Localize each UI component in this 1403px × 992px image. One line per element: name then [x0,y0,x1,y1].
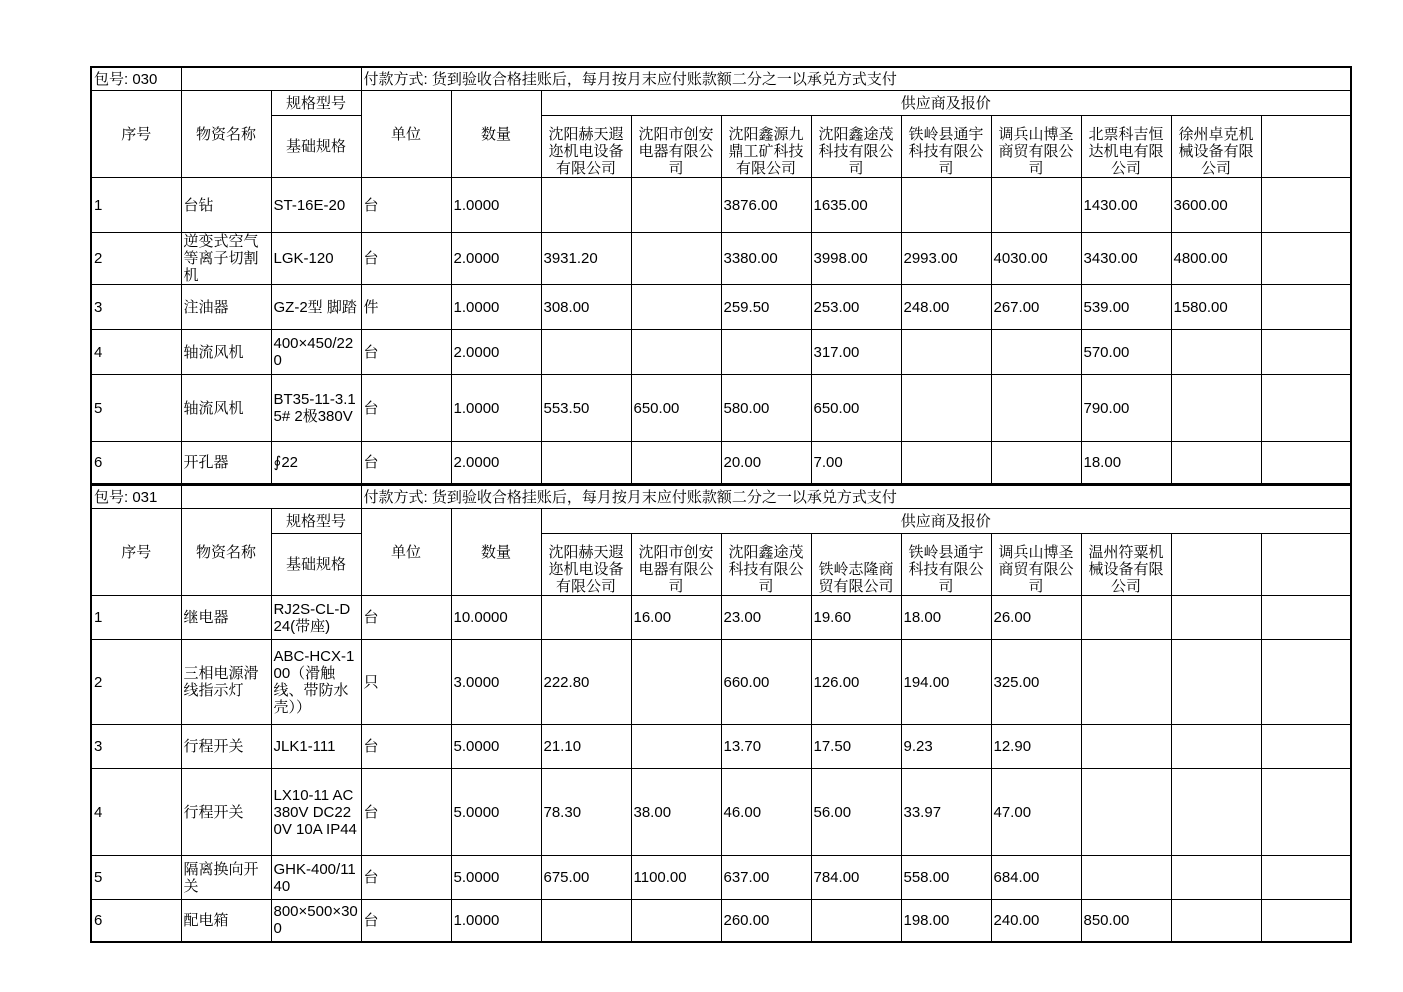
price-cell [1261,442,1351,484]
price-cell: 253.00 [811,285,901,330]
item-qty: 5.0000 [451,856,541,900]
package-number: 031 [132,488,158,506]
price-cell: 9.23 [901,725,991,769]
header-spec-top: 规格型号 [271,91,361,116]
price-cell [1081,769,1171,856]
price-cell: 26.00 [991,596,1081,640]
price-cell [1081,596,1171,640]
item-unit: 台 [361,596,451,640]
item-spec: RJ2S-CL-D24(带座) [271,596,361,640]
header-seq: 序号 [91,509,181,596]
price-cell: 7.00 [811,442,901,484]
item-spec: JLK1-111 [271,725,361,769]
item-unit: 台 [361,769,451,856]
payment-terms: 付款方式: 货到验收合格挂账后，每月按月末应付账款额二分之一以承兑方式支付 [361,485,1351,509]
table-row [91,285,1351,330]
supplier-header-row [91,116,1351,178]
supplier-name: 调兵山博圣商贸有限公司 [991,534,1081,596]
item-name: 开孔器 [181,442,271,484]
item-spec: 800×500×300 [271,900,361,942]
item-unit: 只 [361,640,451,725]
supplier-name: 温州符粟机械设备有限公司 [1081,534,1171,596]
price-cell: 46.00 [721,769,811,856]
package-label: 包号: [94,70,129,88]
supplier-name: 沈阳赫天遐迩机电设备有限公司 [541,534,631,596]
price-cell [721,330,811,375]
item-spec: LGK-120 [271,233,361,285]
table-row [91,375,1351,442]
price-cell [631,900,721,942]
price-cell [991,375,1081,442]
price-cell [631,725,721,769]
price-cell: 850.00 [1081,900,1171,942]
item-qty: 5.0000 [451,769,541,856]
price-cell [1261,725,1351,769]
price-cell: 47.00 [991,769,1081,856]
supplier-name: 沈阳鑫途茂科技有限公司 [721,534,811,596]
price-cell: 308.00 [541,285,631,330]
price-cell [991,442,1081,484]
price-cell: 126.00 [811,640,901,725]
price-cell [1261,375,1351,442]
header-spec-bottom: 基础规格 [271,116,361,178]
price-cell [541,330,631,375]
item-name: 逆变式空气等离子切割机 [181,233,271,285]
header-spec-bottom: 基础规格 [271,534,361,596]
package-row [91,67,1351,91]
price-cell: 637.00 [721,856,811,900]
item-spec: LX10-11 AC380V DC220V 10A IP44 [271,769,361,856]
row-seq: 4 [91,769,181,856]
price-cell [1171,596,1261,640]
price-cell: 38.00 [631,769,721,856]
supplier-name: 沈阳市创安电器有限公司 [631,534,721,596]
supplier-name: 铁岭县通宇科技有限公司 [901,116,991,178]
item-name: 隔离换向开关 [181,856,271,900]
row-seq: 6 [91,442,181,484]
price-cell: 558.00 [901,856,991,900]
header-suppliers: 供应商及报价 [541,509,1351,534]
price-cell: 1635.00 [811,178,901,233]
row-seq: 5 [91,856,181,900]
price-cell: 1580.00 [1171,285,1261,330]
price-cell: 260.00 [721,900,811,942]
item-name: 注油器 [181,285,271,330]
price-cell: 3931.20 [541,233,631,285]
item-unit: 台 [361,178,451,233]
item-name: 行程开关 [181,769,271,856]
row-seq: 3 [91,285,181,330]
price-cell [541,900,631,942]
table-row [91,596,1351,640]
item-unit: 台 [361,375,451,442]
price-cell: 16.00 [631,596,721,640]
item-unit: 台 [361,233,451,285]
item-name: 配电箱 [181,900,271,942]
price-cell: 23.00 [721,596,811,640]
price-cell [1261,330,1351,375]
price-cell [1261,769,1351,856]
item-unit: 台 [361,856,451,900]
item-name: 三相电源滑线指示灯 [181,640,271,725]
price-cell [1261,233,1351,285]
row-seq: 4 [91,330,181,375]
header-qty: 数量 [451,91,541,178]
package-label: 包号: [94,488,129,506]
item-name: 轴流风机 [181,330,271,375]
item-unit: 台 [361,442,451,484]
price-cell: 13.70 [721,725,811,769]
supplier-header-row [91,534,1351,596]
price-cell: 684.00 [991,856,1081,900]
price-cell [631,640,721,725]
row-seq: 2 [91,640,181,725]
header-qty: 数量 [451,509,541,596]
payment-terms: 付款方式: 货到验收合格挂账后，每月按月末应付账款额二分之一以承兑方式支付 [361,67,1351,91]
price-cell: 784.00 [811,856,901,900]
price-cell: 675.00 [541,856,631,900]
row-seq: 2 [91,233,181,285]
row-seq: 1 [91,596,181,640]
supplier-name [1261,116,1351,178]
item-qty: 2.0000 [451,442,541,484]
price-cell: 660.00 [721,640,811,725]
item-qty: 3.0000 [451,640,541,725]
header-seq: 序号 [91,91,181,178]
price-cell [1171,640,1261,725]
package-number-cell [91,485,181,509]
price-cell: 3600.00 [1171,178,1261,233]
item-spec: ∮22 [271,442,361,484]
price-cell: 18.00 [1081,442,1171,484]
package-blocks [90,66,1350,943]
package-table [90,484,1352,943]
price-cell: 4800.00 [1171,233,1261,285]
price-cell: 580.00 [721,375,811,442]
item-spec: ST-16E-20 [271,178,361,233]
price-cell [631,285,721,330]
price-cell: 21.10 [541,725,631,769]
item-qty: 10.0000 [451,596,541,640]
package-number-cell [91,67,181,91]
price-cell [901,330,991,375]
price-cell [1261,596,1351,640]
price-cell: 325.00 [991,640,1081,725]
price-cell [541,178,631,233]
price-cell: 790.00 [1081,375,1171,442]
supplier-name: 徐州卓克机械设备有限公司 [1171,116,1261,178]
price-cell: 248.00 [901,285,991,330]
package-table [90,66,1352,484]
supplier-name: 北票科吉恒达机电有限公司 [1081,116,1171,178]
supplier-name: 铁岭县通宇科技有限公司 [901,534,991,596]
supplier-name: 沈阳市创安电器有限公司 [631,116,721,178]
price-cell: 3876.00 [721,178,811,233]
table-row [91,769,1351,856]
price-cell: 267.00 [991,285,1081,330]
row-seq: 1 [91,178,181,233]
price-cell [1261,178,1351,233]
header-suppliers: 供应商及报价 [541,91,1351,116]
header-unit: 单位 [361,509,451,596]
supplier-name: 沈阳赫天遐迩机电设备有限公司 [541,116,631,178]
item-qty: 2.0000 [451,233,541,285]
price-cell [541,442,631,484]
price-cell [901,442,991,484]
item-name: 轴流风机 [181,375,271,442]
item-spec: 400×450/220 [271,330,361,375]
price-cell: 553.50 [541,375,631,442]
price-cell [991,330,1081,375]
price-cell: 317.00 [811,330,901,375]
table-row [91,330,1351,375]
price-cell: 12.90 [991,725,1081,769]
price-cell: 4030.00 [991,233,1081,285]
price-cell: 19.60 [811,596,901,640]
price-cell [991,178,1081,233]
price-cell [1081,856,1171,900]
item-qty: 1.0000 [451,285,541,330]
price-cell: 539.00 [1081,285,1171,330]
price-cell [1171,330,1261,375]
price-cell [631,178,721,233]
table-row [91,233,1351,285]
quotation-sheet [90,66,1350,943]
item-unit: 台 [361,900,451,942]
price-cell [1081,725,1171,769]
price-cell [811,900,901,942]
package-row [91,485,1351,509]
item-spec: GZ-2型 脚踏 [271,285,361,330]
supplier-name [1261,534,1351,596]
price-cell [631,233,721,285]
price-cell [1171,442,1261,484]
price-cell: 240.00 [991,900,1081,942]
row-seq: 3 [91,725,181,769]
table-row [91,856,1351,900]
header-row [91,91,1351,116]
header-row [91,509,1351,534]
item-unit: 台 [361,330,451,375]
price-cell: 56.00 [811,769,901,856]
price-cell [541,596,631,640]
supplier-name: 铁岭志隆商贸有限公司 [811,534,901,596]
price-cell: 20.00 [721,442,811,484]
item-qty: 1.0000 [451,178,541,233]
header-name: 物资名称 [181,509,271,596]
price-cell: 3380.00 [721,233,811,285]
item-spec: BT35-11-3.15# 2极380V [271,375,361,442]
price-cell [1171,900,1261,942]
price-cell: 570.00 [1081,330,1171,375]
table-row [91,442,1351,484]
price-cell [1171,725,1261,769]
price-cell [1261,640,1351,725]
header-unit: 单位 [361,91,451,178]
price-cell [631,330,721,375]
item-spec: GHK-400/1140 [271,856,361,900]
header-name: 物资名称 [181,91,271,178]
item-unit: 台 [361,725,451,769]
table-row [91,725,1351,769]
price-cell: 198.00 [901,900,991,942]
price-cell [1171,856,1261,900]
price-cell: 17.50 [811,725,901,769]
item-unit: 件 [361,285,451,330]
price-cell: 1100.00 [631,856,721,900]
table-row [91,640,1351,725]
blank-cell [181,485,361,509]
row-seq: 5 [91,375,181,442]
package-number: 030 [132,70,158,88]
item-qty: 2.0000 [451,330,541,375]
item-spec: ABC-HCX-100（滑触线、带防水壳）） [271,640,361,725]
row-seq: 6 [91,900,181,942]
price-cell [1081,640,1171,725]
price-cell: 1430.00 [1081,178,1171,233]
item-qty: 1.0000 [451,900,541,942]
price-cell: 2993.00 [901,233,991,285]
price-cell: 18.00 [901,596,991,640]
supplier-name: 调兵山博圣商贸有限公司 [991,116,1081,178]
price-cell [1261,900,1351,942]
table-row [91,178,1351,233]
item-qty: 5.0000 [451,725,541,769]
supplier-name [1171,534,1261,596]
price-cell [1261,856,1351,900]
price-cell [1261,285,1351,330]
price-cell: 222.80 [541,640,631,725]
price-cell [1171,375,1261,442]
item-name: 台钻 [181,178,271,233]
table-row [91,900,1351,942]
item-name: 行程开关 [181,725,271,769]
price-cell: 78.30 [541,769,631,856]
price-cell: 33.97 [901,769,991,856]
price-cell [631,442,721,484]
blank-cell [181,67,361,91]
price-cell: 650.00 [811,375,901,442]
price-cell: 650.00 [631,375,721,442]
price-cell [901,375,991,442]
price-cell: 194.00 [901,640,991,725]
supplier-name: 沈阳鑫途茂科技有限公司 [811,116,901,178]
price-cell [901,178,991,233]
price-cell: 3998.00 [811,233,901,285]
supplier-name: 沈阳鑫源九鼎工矿科技有限公司 [721,116,811,178]
header-spec-top: 规格型号 [271,509,361,534]
item-name: 继电器 [181,596,271,640]
price-cell: 3430.00 [1081,233,1171,285]
price-cell [1171,769,1261,856]
item-qty: 1.0000 [451,375,541,442]
price-cell: 259.50 [721,285,811,330]
